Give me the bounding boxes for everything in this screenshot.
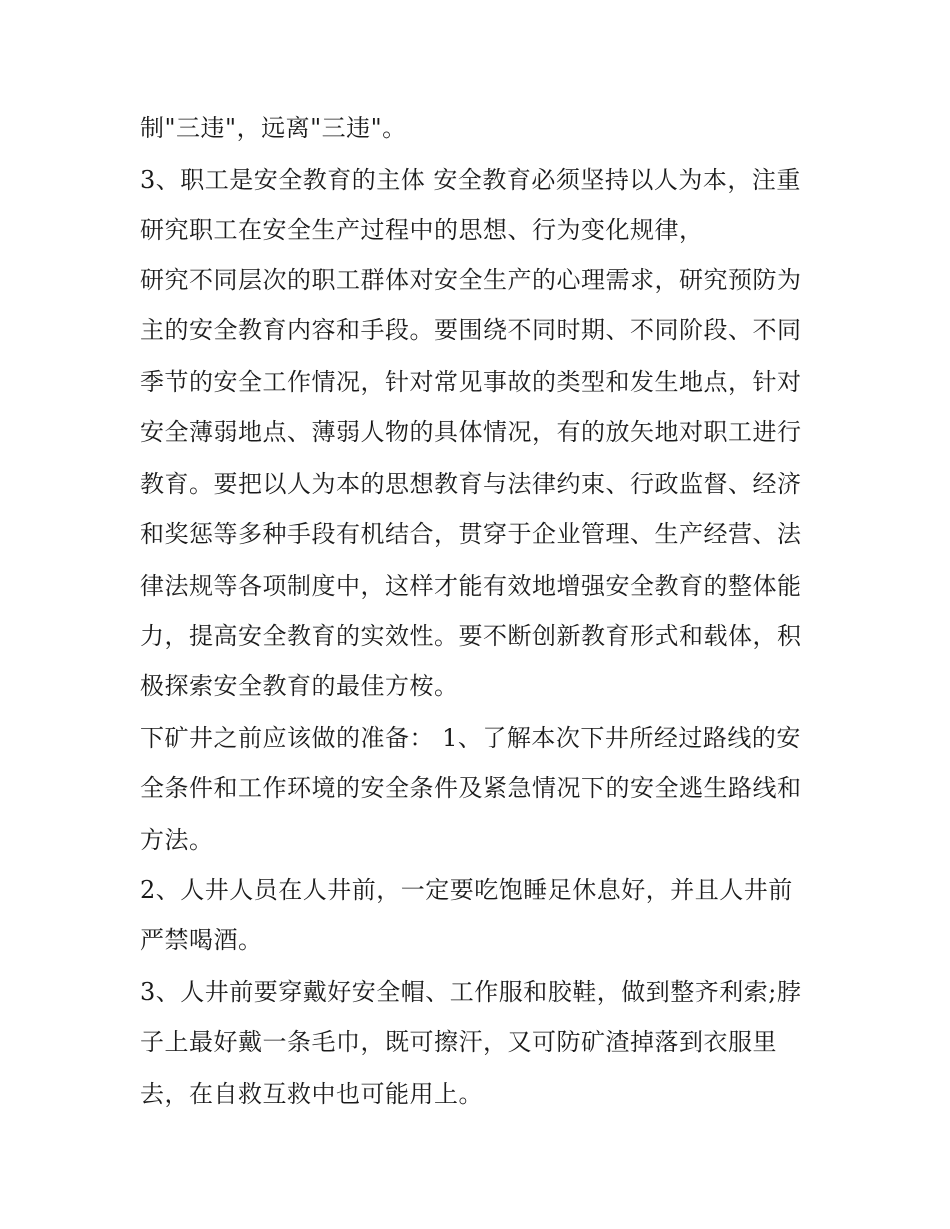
text-line: 制"三违"，远离"三违"。 — [140, 114, 407, 142]
text-line: 律法规等各项制度中，这样才能有效地增强安全教育的整体能 — [140, 572, 802, 600]
text-line: 方法。 — [140, 826, 214, 854]
text-line: 安全薄弱地点、薄弱人物的具体情况，有的放矢地对职工进行 — [140, 418, 802, 446]
text-line: 3、人井前要穿戴好安全帽、工作服和胶鞋，做到整齐利索;脖 — [140, 978, 802, 1006]
text-line: 全条件和工作环境的安全条件及紧急情况下的安全逃生路线和 — [140, 774, 802, 802]
text-line: 去，在自救互救中也可能用上。 — [140, 1080, 483, 1108]
text-line: 力，提高安全教育的实效性。要不断创新教育形式和载体，积 — [140, 622, 802, 650]
text-line: 3、职工是安全教育的主体 安全教育必须坚持以人为本，注重 — [140, 166, 801, 194]
text-line: 极探索安全教育的最佳方桉。 — [140, 672, 459, 700]
text-line: 子上最好戴一条毛巾，既可擦汗，又可防矿渣掉落到衣服里 — [140, 1028, 777, 1056]
text-line: 严禁喝酒。 — [140, 926, 263, 954]
text-line: 2、人井人员在人井前，一定要吃饱睡足休息好，并且人井前 — [140, 876, 793, 904]
text-line: 主的安全教育内容和手段。要围绕不同时期、不同阶段、不同 — [140, 316, 802, 344]
text-line: 研究不同层次的职工群体对安全生产的心理需求，研究预防为 — [140, 266, 802, 294]
text-line: 教育。要把以人为本的思想教育与法律约束、行政监督、经济 — [140, 470, 802, 498]
text-line: 和奖惩等多种手段有机结合，贯穿于企业管理、生产经营、法 — [140, 520, 802, 548]
text-line: 研究职工在安全生产过程中的思想、行为变化规律， — [140, 216, 704, 244]
text-line: 下矿井之前应该做的准备： 1、了解本次下井所经过路线的安 — [140, 724, 801, 752]
text-line: 季节的安全工作情况，针对常见事故的类型和发生地点，针对 — [140, 368, 802, 396]
